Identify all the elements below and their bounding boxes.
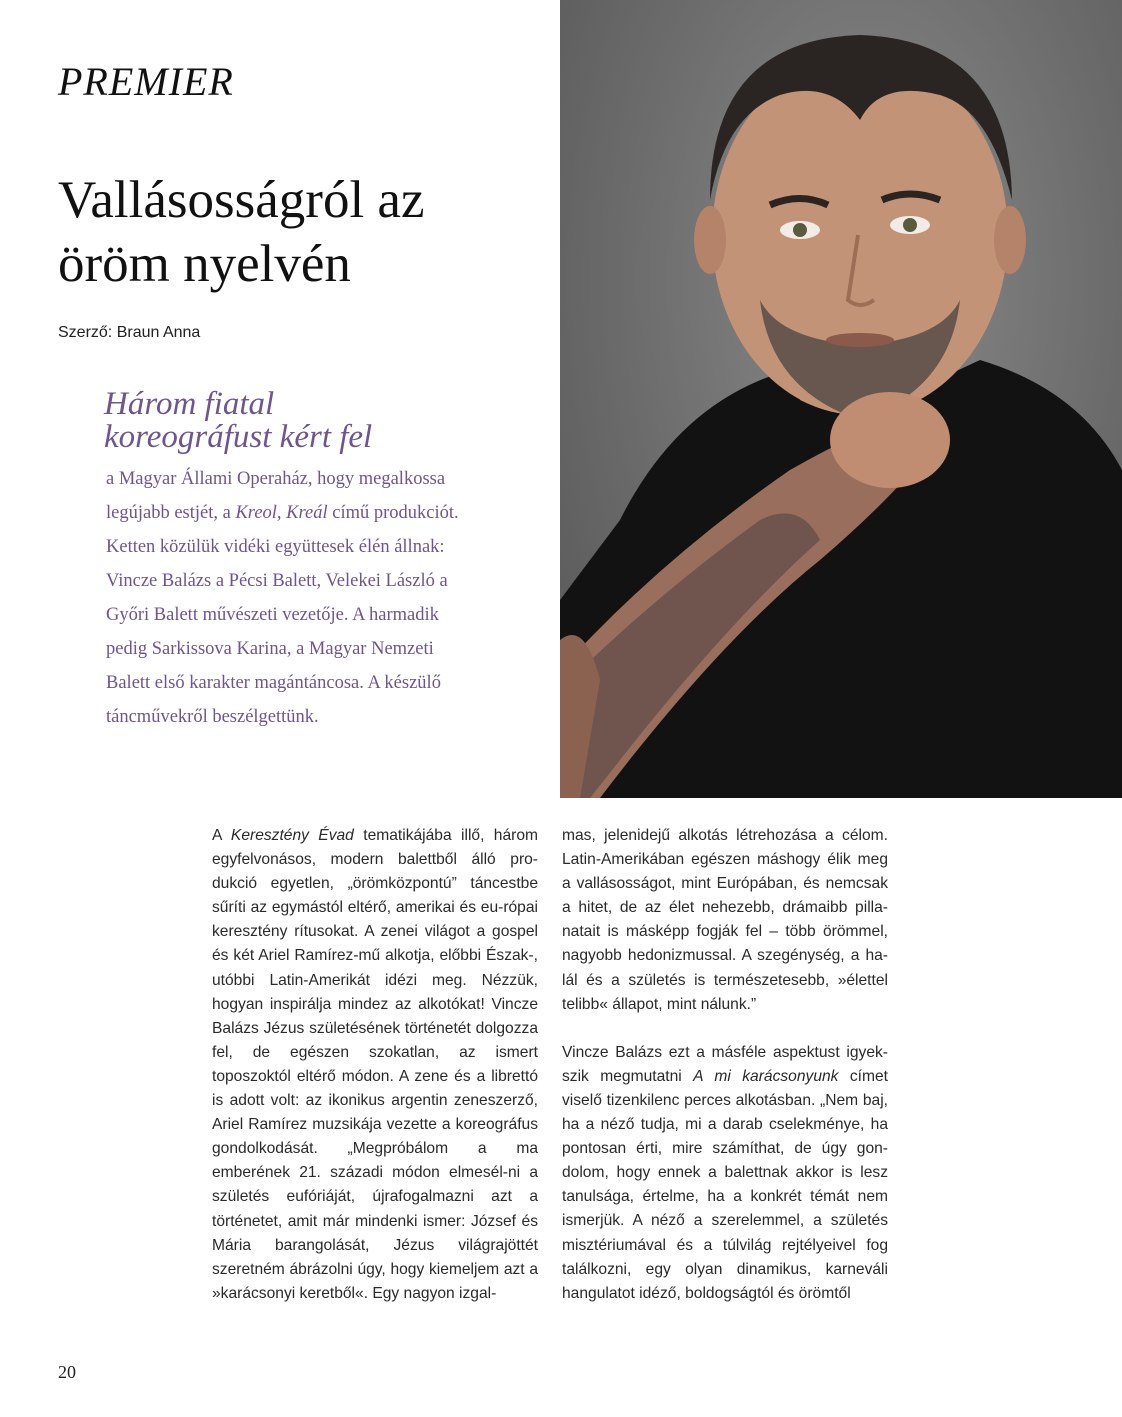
intro-line: Balett első karakter magántáncosa. A készülő <box>106 673 441 693</box>
left-iris <box>793 223 807 237</box>
intro-line-text: című produkciót. <box>327 503 459 523</box>
article-paragraph <box>562 1041 888 1306</box>
section-label: PREMIER <box>58 59 234 104</box>
intro-line: Győri Balett művészeti vezetője. A harmadik <box>106 605 439 625</box>
intro-line: a Magyar Állami Operaház, hogy megalkossa <box>106 469 446 489</box>
right-ear <box>994 206 1026 274</box>
intro-line: pedig Sarkissova Karina, a Magyar Nemzeti <box>106 639 434 659</box>
program-title: Keresztény Évad <box>230 827 354 844</box>
portrait-photo <box>560 0 1122 798</box>
article-paragraph <box>212 824 538 1306</box>
page-number: 20 <box>58 1362 76 1382</box>
intro-line: táncművekről beszélgettünk. <box>106 707 319 727</box>
headline-line-2: öröm nyelvén <box>58 235 351 293</box>
article-column-right <box>562 824 888 1306</box>
intro-line: Vincze Balázs a Pécsi Balett, Velekei László a <box>106 571 448 591</box>
intro-line: Ketten közülük vidéki együttesek élén állnak: <box>106 537 445 557</box>
production-title: Kreol, Kreál <box>235 503 328 523</box>
intro-line-text: legújabb estjét, a <box>106 503 236 523</box>
intro-lead <box>104 388 544 454</box>
article-paragraph: mas, jelenidejű alkotás létrehozása a célom. Latin-Amerikában egészen máshogy élik meg a vallásosságot, mint Európában, és nemcsak a hitet, de az élet nehezebb, drámaibb pilla-natait is másképp fogják fel – több örömmel, nagyobb hedonizmussal. A szegénység, a ha-lál és a születés is természetesebb, »élettel telibb« állapot, mint nálunk.” <box>562 827 888 1013</box>
right-iris <box>903 218 917 232</box>
intro-lead-line-1: Három fiatal <box>104 386 275 422</box>
paragraph-text: A <box>212 827 231 844</box>
article-column-left <box>212 824 538 1306</box>
paragraph-text: címet viselő tizenkilenc perces alkotásban. „Nem baj, ha a néző tudja, mi a darab cselekménye, ha pontosan érti, mire számíthat, de úgy gon-dolom, hogy ennek a balettnak akkor is lesz tanulsága, értelme, ha a konkrét témát nem ismerjük. A néző a szerelemmel, a születés misztériumával és a túlvilág rejtélyeivel fog találkozni, egy olyan dinamikus, karneváli hangulatot idéző, boldogságtól és örömtől <box>562 1067 889 1302</box>
intro-paragraph <box>106 462 566 734</box>
intro-lead-line-2: koreográfust kért fel <box>104 419 373 455</box>
author-byline: Szerző: Braun Anna <box>58 324 201 341</box>
fist <box>830 392 950 488</box>
article-headline <box>58 168 538 296</box>
paragraph-text: Vincze Balázs ezt a másféle aspektust igyek-szik megmutatni <box>562 1043 888 1085</box>
left-ear <box>694 206 726 274</box>
paragraph-text: tematikájába illő, három egyfelvonásos, modern balettből álló pro-dukció egyetlen, „örömközpontú” táncestbe sűríti az egymástól eltérő, amerikai és eu-rópai keresztény rítusokat. A zenei világot a gospel és két Ariel Ramírez-mű alkotja, előbbi Észak-, utóbbi Latin-Amerikát idézi meg. Nézzük, hogyan inspirálja mindez az alkotókat! Vincze Balázs Jézus születésének történetét dolgozza fel, de egészen szokatlan, az ismert toposzoktól eltérő módon. A zene és a librettó is adott volt: az ikonikus argentin zeneszerző, Ariel Ramírez muzsikája vezette a koreográfus gondolkodását. „Megpróbálom a ma emberének 21. századi módon elmesél-ni a születés eufóriáját, újrafogalmazni azt a történetet, amit már mindenki ismer: József és Mária barangolását, Jézus világrajöttét szeretném ábrázolni úgy, hogy kiemeljem azt a »karácsonyi keretből«. Egy nagyon izgal- <box>212 827 539 1302</box>
work-title: A mi karácsonyunk <box>693 1067 839 1085</box>
portrait-illustration <box>560 0 1122 798</box>
mouth <box>826 333 894 347</box>
intro-line <box>106 496 566 530</box>
headline-line-1: Vallásosságról az <box>58 171 425 229</box>
